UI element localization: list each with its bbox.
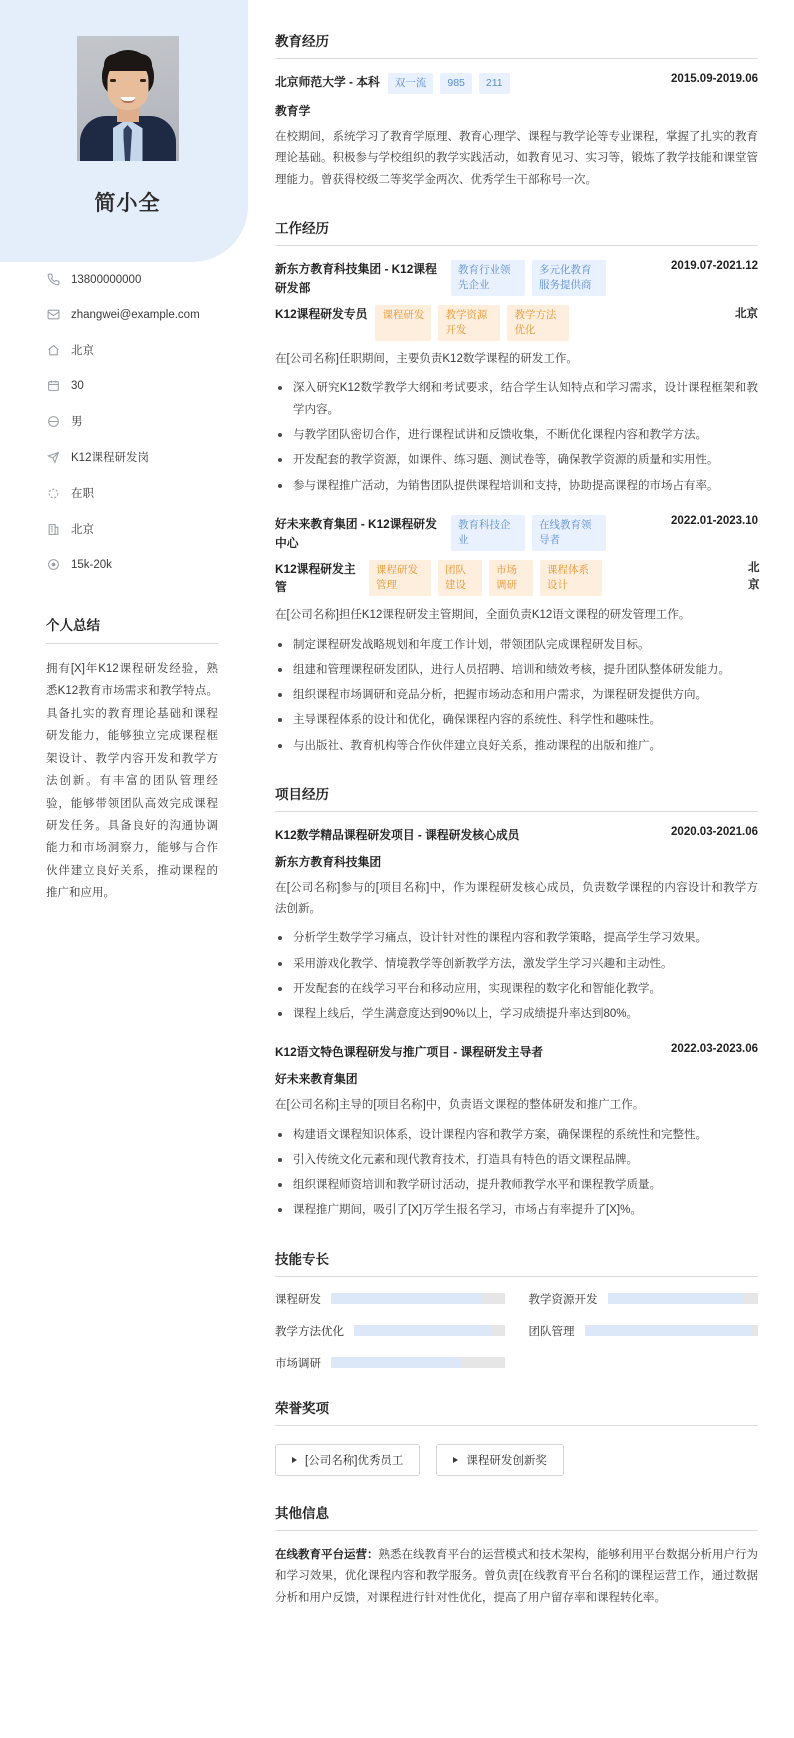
education-section [275,30,758,191]
role-title: K12课程研发专员 [275,306,368,321]
projects-heading: 项目经历 [275,783,758,812]
role-tag: 团队建设 [438,560,482,596]
sidebar [0,0,255,945]
project-bullet: 构建语文课程知识体系，设计课程内容和教学方案，确保课程的系统性和完整性。 [275,1125,758,1146]
project-entry [275,826,758,1025]
role-tag: 课程研发管理 [369,560,431,596]
role-tag: 课程体系设计 [540,560,602,596]
skill-item [275,1355,505,1371]
other-text: 熟悉在线教育平台的运营模式和技术架构，能够利用平台数据分析用户行为和学习效果，优化课程内容和教学服务。曾负责[在线教育平台名称]的课程运营工作，通过数据分析和用户反馈，对课程进行针对性优化，提高了用户留存率和课程转化率。 [275,1548,758,1605]
contact-phone [46,272,255,287]
building-icon [46,522,61,537]
role-tag: 市场调研 [489,560,533,596]
contact-phone-value: 13800000000 [71,273,142,286]
other-section [275,1502,758,1611]
summary-text: 拥有[X]年K12课程研发经验，熟悉K12教育市场需求和教学特点。具备扎实的教育理论基础和课程研发能力，能够独立完成课程框架设计、教学内容开发和教学方法创新。有丰富的团队管理经验，能够带领团队高效完成课程研发任务。具备良好的沟通协调能力和市场洞察力，能够与合作伙伴建立良好关系，推动课程的推广和应用。 [46,663,218,900]
salary-icon [46,557,61,572]
work-location: 北京 [735,307,758,320]
honors-list [275,1440,758,1476]
contact-city [46,342,255,358]
work-bullet: 与出版社、教育机构等合作伙伴建立良好关系，推动课程的出版和推广。 [275,736,758,757]
contact-email [46,307,255,322]
project-bullet: 引入传统文化元素和现代教育技术，打造具有特色的语文课程品牌。 [275,1150,758,1171]
work-bullets [275,635,758,757]
other-title: 在线教育平台运营： [275,1548,379,1561]
company-tags [451,515,657,551]
contact-status-value: 在职 [71,488,94,500]
mail-icon [46,307,61,322]
contact-salary-value: 15k-20k [71,558,112,571]
project-org: 新东方教育科技集团 [275,854,382,869]
work-role-row [275,305,758,341]
gender-icon [46,414,61,429]
work-date: 2019.07-2021.12 [671,260,758,273]
avatar [77,36,179,161]
skill-bar [585,1325,759,1336]
work-bullet: 深入研究K12数学教学大纲和考试要求，结合学生认知特点和学习需求，设计课程框架和教学内容。 [275,378,758,421]
project-bullet: 组织课程师资培训和教学研讨活动，提升教师教学水平和课程教学质量。 [275,1175,758,1196]
contact-email-value: zhangwei@example.com [71,308,200,321]
caret-right-icon [453,1457,458,1463]
skill-item [275,1323,505,1339]
work-bullet: 与教学团队密切合作，进行课程试讲和反馈收集，不断优化课程内容和教学方法。 [275,425,758,446]
company-name: 新东方教育科技集团 - K12课程研发部 [275,262,437,295]
skill-label: 团队管理 [528,1325,575,1338]
project-date: 2022.03-2023.06 [671,1043,758,1056]
summary-heading: 个人总结 [46,614,218,644]
education-major: 教育学 [275,104,311,119]
skill-label: 教学资源开发 [528,1293,598,1306]
project-bullet: 课程上线后，学生满意度达到90%以上，学习成绩提升率达到80%。 [275,1004,758,1025]
honor-label: 课程研发创新奖 [466,1454,547,1467]
contact-position-value: K12课程研发岗 [71,452,149,464]
home-icon [46,343,61,358]
work-description: 在[公司名称]任职期间，主要负责K12数学课程的研发工作。 [275,353,578,366]
skill-bar [331,1357,505,1368]
education-date: 2015.09-2019.06 [671,73,758,85]
work-bullet: 参与课程推广活动，为销售团队提供课程培训和支持，协助提高课程的市场占有率。 [275,476,758,497]
contact-age-value: 30 [71,379,84,392]
contact-gender-value: 男 [71,416,83,428]
skill-item [529,1323,759,1339]
project-org: 好未来教育集团 [275,1072,358,1087]
work-heading: 工作经历 [275,217,758,246]
project-entry-header [275,1043,758,1062]
contact-gender [46,413,255,429]
company-tag: 教育行业领先企业 [451,260,525,296]
honor-chip[interactable] [275,1444,420,1476]
skills-section [275,1248,758,1371]
work-entry-header [275,260,758,298]
school-tag: 双一流 [388,73,434,94]
calendar-icon [46,378,61,393]
skill-fill [331,1293,484,1304]
project-entry [275,1043,758,1221]
contact-list [46,272,255,572]
skill-item [275,1291,505,1307]
skill-fill [585,1325,752,1336]
skills-grid [275,1291,758,1371]
skill-bar [354,1325,505,1336]
work-bullet: 组建和管理课程研发团队，进行人员招聘、培训和绩效考核，提升团队整体研发能力。 [275,660,758,681]
company-tags [451,260,657,296]
caret-right-icon [292,1457,297,1463]
education-description: 在校期间，系统学习了教育学原理、教育心理学、课程与教学论等专业课程，掌握了扎实的教育理论基础。积极参与学校组织的教学实践活动，如教育见习、实习等，锻炼了教学技能和课堂管理能力。曾获得校级二等奖学金两次、优秀学生干部称号一次。 [275,131,758,186]
work-bullets [275,378,758,496]
other-heading: 其他信息 [275,1502,758,1531]
target-icon [46,450,61,465]
project-description: 在[公司名称]主导的[项目名称]中，负责语文课程的整体研发和推广工作。 [275,1099,645,1112]
honors-section [275,1397,758,1476]
work-role-row [275,560,758,598]
skills-heading: 技能专长 [275,1248,758,1277]
contact-workplace [46,521,255,537]
role-tag: 课程研发 [375,305,431,341]
work-entry-header [275,515,758,553]
projects-section [275,783,758,1222]
school-name: 北京师范大学 - 本科 [275,75,380,89]
education-entry-header [275,73,758,94]
skill-bar [331,1293,505,1304]
work-bullet: 开发配套的教学资源，如课件、练习题、测试卷等，确保教学资源的质量和实用性。 [275,450,758,471]
project-bullet: 分析学生数学学习痛点，设计针对性的课程内容和教学策略，提高学生学习效果。 [275,928,758,949]
contact-status [46,485,255,501]
project-title: K12语文特色课程研发与推广项目 - 课程研发主导者 [275,1045,544,1060]
skill-fill [354,1325,492,1336]
school-tags [388,73,657,94]
work-location: 北京 [748,561,760,591]
work-date: 2022.01-2023.10 [671,514,758,527]
contact-workplace-value: 北京 [71,524,94,536]
school-tag: 211 [479,73,510,94]
project-date: 2020.03-2021.06 [671,825,758,838]
role-tags [375,305,721,341]
contact-age [46,378,255,393]
education-entry [275,73,758,191]
contact-position [46,449,255,465]
company-name: 好未来教育集团 - K12课程研发中心 [275,516,437,550]
skill-label: 教学方法优化 [275,1325,344,1338]
company-tag: 在线教育领导者 [532,515,606,551]
summary-section [46,614,218,905]
school-tag: 985 [440,73,472,94]
work-entry [275,515,758,757]
role-tag: 教学资源开发 [438,305,500,341]
company-tag: 多元化教育服务提供商 [532,260,606,296]
project-description: 在[公司名称]参与的[项目名称]中，作为课程研发核心成员，负责数学课程的内容设计和教学方法创新。 [275,881,758,916]
project-bullets [275,1125,758,1222]
phone-icon [46,272,61,287]
person-name: 简小全 [94,192,161,215]
project-bullet: 课程推广期间，吸引了[X]万学生报名学习，市场占有率提升了[X]%。 [275,1200,758,1221]
skill-label: 市场调研 [275,1357,321,1370]
skill-bar [608,1293,759,1304]
honors-heading: 荣誉奖项 [275,1397,758,1426]
main-content [255,0,794,1676]
role-tags [369,560,734,596]
avatar-container [0,0,255,161]
skill-label: 课程研发 [275,1293,321,1306]
status-icon [46,486,61,501]
work-bullet: 组织课程市场调研和竞品分析，把握市场动态和用户需求，为课程研发提供方向。 [275,685,758,706]
work-bullet: 制定课程研发战略规划和年度工作计划，带领团队完成课程研发目标。 [275,635,758,656]
contact-salary [46,557,255,572]
skill-item [529,1291,759,1307]
work-description: 在[公司名称]担任K12课程研发主管期间，全面负责K12语文课程的研发管理工作。 [275,609,691,622]
skill-fill [608,1293,743,1304]
work-bullet: 主导课程体系的设计和优化，确保课程内容的系统性、科学性和趣味性。 [275,710,758,731]
contact-city-value: 北京 [71,345,94,357]
education-heading: 教育经历 [275,30,758,59]
project-bullet: 开发配套的在线学习平台和移动应用，实现课程的数字化和智能化教学。 [275,979,758,1000]
role-title: K12课程研发主管 [275,561,356,595]
work-section [275,217,758,757]
company-tag: 教育科技企业 [451,515,525,551]
project-bullet: 采用游戏化教学、情境教学等创新教学方法，激发学生学习兴趣和主动性。 [275,954,758,975]
project-title: K12数学精品课程研发项目 - 课程研发核心成员 [275,827,520,842]
work-entry [275,260,758,497]
project-bullets [275,928,758,1025]
skill-fill [331,1357,461,1368]
honor-chip[interactable] [436,1444,564,1476]
role-tag: 教学方法优化 [507,305,569,341]
honor-label: [公司名称]优秀员工 [305,1454,404,1467]
other-paragraph [275,1545,758,1611]
project-entry-header [275,826,758,845]
